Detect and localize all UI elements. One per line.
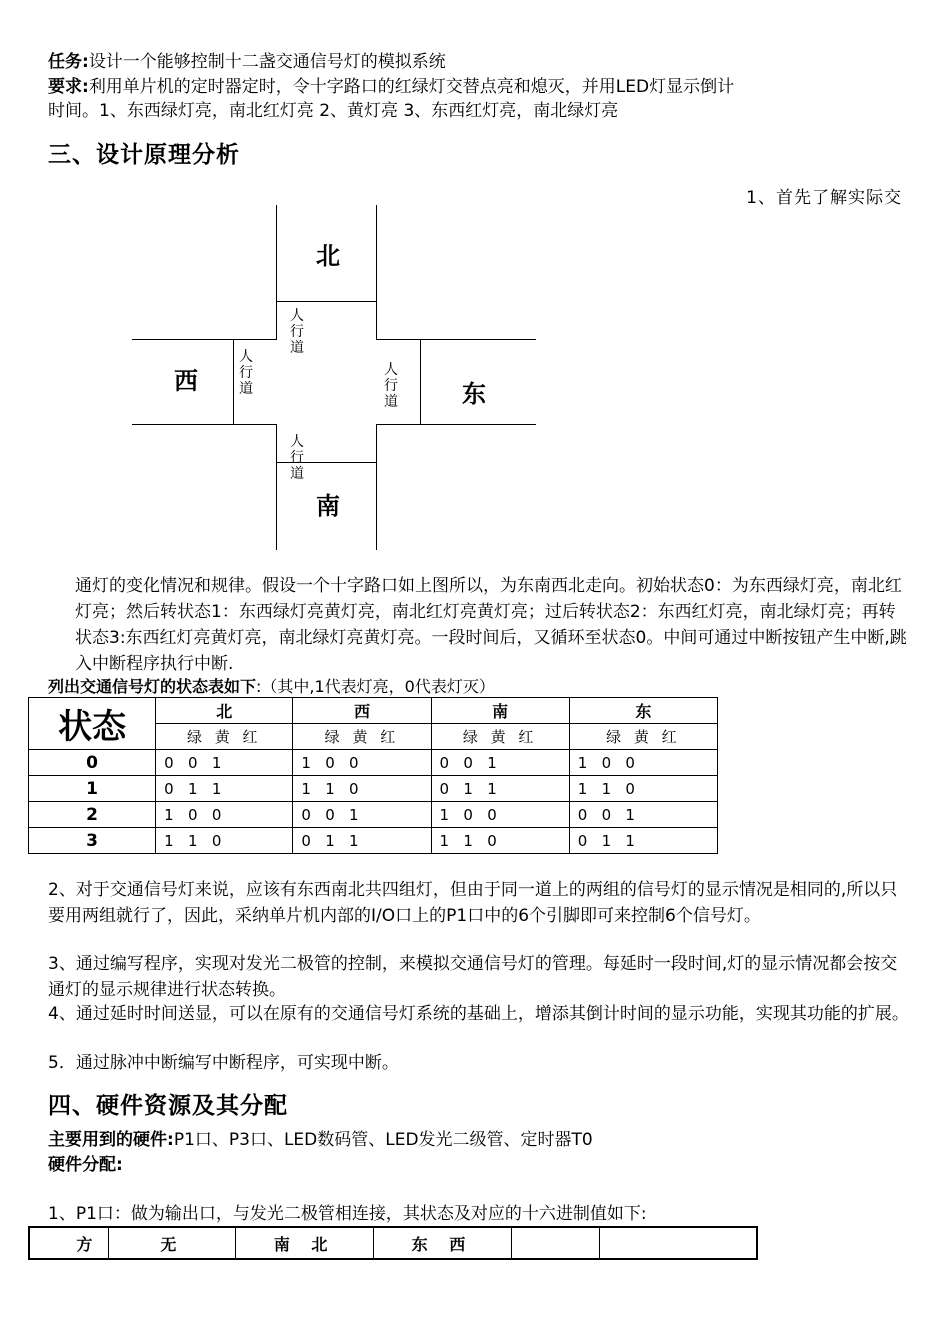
table-row	[29, 802, 718, 828]
hardware-label: 主要用到的硬件:	[48, 1130, 174, 1150]
requirement-label: 要求:	[48, 77, 89, 97]
light-values: 1 0 0	[569, 750, 717, 776]
state-number: 2	[29, 802, 156, 828]
requirement-text-2: 时间。1、东西绿灯亮，南北红灯亮 2、黄灯亮 3、东西红灯亮，南北绿灯亮	[48, 101, 619, 121]
requirement-text-1: 利用单片机的定时器定时，令十字路口的红绿灯交替点亮和熄灭，并用LED灯显示倒计	[88, 77, 735, 97]
light-color-header: 绿 黄 红	[431, 724, 569, 750]
light-values: 0 1 1	[569, 828, 717, 854]
table-cell	[511, 1227, 599, 1259]
crosswalk-label-south: 人行道	[290, 434, 304, 482]
label-north: 北	[316, 242, 340, 270]
direction-header: 南	[431, 698, 569, 724]
light-color-header: 绿 黄 红	[156, 724, 293, 750]
requirement-line-1	[48, 75, 734, 99]
road-edge	[276, 205, 277, 340]
state-table	[28, 697, 718, 854]
hardware-line	[48, 1128, 593, 1152]
crosswalk-edge	[233, 339, 234, 424]
direction-header: 东	[569, 698, 717, 724]
direction-header: 北	[156, 698, 293, 724]
point-4: 4、通过延时时间送显，可以在原有的交通信号灯系统的基础上，增添其倒计时间的显示功能，实现其功能的扩展。	[48, 1004, 909, 1024]
road-edge	[132, 339, 276, 340]
point-2: 2、对于交通信号灯来说，应该有东西南北共四组灯，但由于同一道上的两组的信号灯的显示情况是相同的,所以只要用两组就行了，因此，采纳单片机内部的I/O口上的P1口中的6个引脚即可来控制6个信号灯。	[48, 880, 898, 926]
light-values: 0 0 1	[293, 802, 431, 828]
task-label: 任务:	[48, 52, 89, 72]
state-number: 3	[29, 828, 156, 854]
table-cell: 方	[29, 1227, 109, 1259]
point-3: 3、通过编写程序，实现对发光二极管的控制，来模拟交通信号灯的管理。每延时一段时间,灯的显示情况都会按交通灯的显示规律进行状态转换。	[48, 954, 898, 1000]
light-values: 0 0 1	[156, 750, 293, 776]
hardware-text: P1口、P3口、LED数码管、LED发光二级管、定时器T0	[173, 1130, 593, 1150]
road-edge	[376, 339, 536, 340]
table-row	[29, 776, 718, 802]
light-values: 1 1 0	[431, 828, 569, 854]
road-edge	[376, 424, 377, 550]
crosswalk-label-north: 人行道	[290, 308, 304, 356]
principle-paragraph: 通灯的变化情况和规律。假设一个十字路口如上图所以，为东南西北走向。初始状态0：为东西绿灯亮，南北红灯亮；然后转状态1：东西绿灯亮黄灯亮，南北红灯亮黄灯亮；过后转状态2：东西红灯亮，南北绿灯亮；再转状态3:东西红灯亮黄灯亮，南北绿灯亮黄灯亮。一段时间后，又循环至状态0。中间可通过中断按钮产生中断,跳入中断程序执行中断.	[75, 576, 907, 674]
light-values: 0 1 1	[156, 776, 293, 802]
crosswalk-label-east: 人 行 道	[384, 362, 398, 410]
point-5: 5．通过脉冲中断编写中断程序，可实现中断。	[48, 1053, 399, 1073]
crosswalk-label-west: 人 行 道	[239, 349, 253, 397]
light-values: 0 0 1	[569, 802, 717, 828]
label-south: 南	[316, 492, 340, 520]
label-west: 西	[174, 367, 198, 395]
light-values: 1 0 0	[156, 802, 293, 828]
light-values: 1 1 0	[293, 776, 431, 802]
table-cell: 南 北	[236, 1227, 374, 1259]
p1-description: 1、P1口：做为输出口，与发光二极管相连接，其状态及对应的十六进制值如下:	[48, 1204, 647, 1224]
task-line	[48, 50, 446, 74]
table-row	[29, 828, 718, 854]
road-edge	[376, 205, 377, 340]
table-row	[29, 750, 718, 776]
requirement-line-2	[48, 99, 618, 123]
light-values: 1 1 0	[569, 776, 717, 802]
table-caption-bold: 列出交通信号灯的状态表如下	[48, 677, 257, 696]
light-values: 1 0 0	[431, 802, 569, 828]
crosswalk-edge	[420, 339, 421, 424]
section-3-lead: 1、首先了解实际交	[746, 188, 902, 208]
table-caption	[48, 675, 495, 699]
task-text: 设计一个能够控制十二盏交通信号灯的模拟系统	[88, 52, 446, 72]
light-color-header: 绿 黄 红	[293, 724, 431, 750]
state-header: 状态	[29, 698, 156, 750]
crosswalk-edge	[276, 301, 376, 302]
table-caption-rest: :（其中,1代表灯亮，0代表灯灭）	[256, 677, 495, 696]
section-3-title: 三、设计原理分析	[48, 142, 240, 168]
light-values: 0 1 1	[431, 776, 569, 802]
light-values: 0 0 1	[431, 750, 569, 776]
state-number: 1	[29, 776, 156, 802]
light-values: 1 0 0	[293, 750, 431, 776]
road-edge	[276, 424, 277, 550]
allocation-label: 硬件分配:	[48, 1155, 123, 1175]
table-header-row	[29, 698, 718, 724]
table-cell	[599, 1227, 757, 1259]
light-values: 1 1 0	[156, 828, 293, 854]
road-edge	[376, 424, 536, 425]
light-values: 0 1 1	[293, 828, 431, 854]
light-color-header: 绿 黄 红	[569, 724, 717, 750]
road-edge	[132, 424, 276, 425]
state-number: 0	[29, 750, 156, 776]
table-row	[29, 1227, 757, 1259]
label-east: 东	[462, 380, 486, 408]
table-cell: 无	[109, 1227, 236, 1259]
direction-header: 西	[293, 698, 431, 724]
table-cell: 东 西	[374, 1227, 512, 1259]
p1-port-table	[28, 1226, 758, 1260]
section-4-title: 四、硬件资源及其分配	[48, 1093, 288, 1119]
